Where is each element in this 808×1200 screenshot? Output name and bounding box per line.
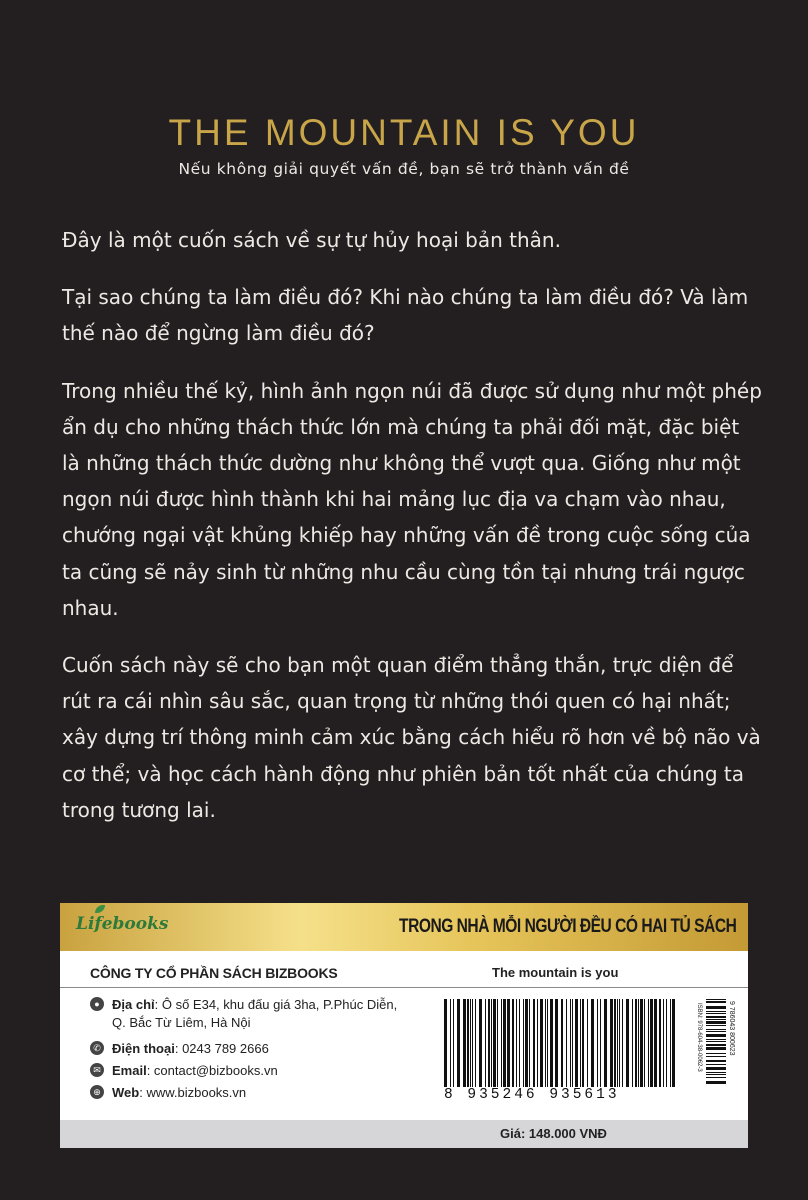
leaf-icon xyxy=(95,905,105,913)
barcode-bar xyxy=(706,1056,726,1057)
barcode-bar xyxy=(706,1011,726,1012)
barcode-bar xyxy=(706,1060,726,1062)
book-title: THE MOUNTAIN IS YOU xyxy=(168,112,640,153)
barcode-bar xyxy=(523,999,524,1087)
barcode-bar xyxy=(626,999,629,1087)
barcode-bar xyxy=(516,999,517,1087)
barcode-area xyxy=(444,999,736,1111)
barcode-bar xyxy=(566,999,567,1087)
back-cover-blurb xyxy=(62,222,762,849)
barcode-bar xyxy=(547,999,548,1087)
blurb-paragraph: Đây là một cuốn sách về sự tự hủy hoại bản thân. xyxy=(62,228,561,252)
barcode-bar xyxy=(706,1001,726,1003)
barcode-bar xyxy=(706,1077,726,1078)
barcode-bar xyxy=(450,999,451,1087)
barcode-bar xyxy=(706,1019,726,1020)
address-label: Địa chỉ xyxy=(112,997,155,1012)
publisher-band xyxy=(60,903,748,951)
barcode-bar xyxy=(591,999,594,1087)
barcode-bar xyxy=(470,999,471,1087)
barcode-bar xyxy=(663,999,664,1087)
email-label: Email xyxy=(112,1063,147,1078)
barcode-bar xyxy=(706,1031,726,1032)
barcode-bar xyxy=(706,1072,726,1073)
barcode-bar xyxy=(488,999,490,1087)
barcode-bar xyxy=(479,999,482,1087)
barcode-bar xyxy=(619,999,620,1087)
barcode-bar xyxy=(604,999,607,1087)
barcode-bar xyxy=(622,999,623,1087)
barcode-bar xyxy=(617,999,618,1087)
barcode-bar xyxy=(659,999,661,1087)
barcode-bar xyxy=(497,999,498,1087)
web-icon: ⊕ xyxy=(90,1085,104,1099)
barcode-bar xyxy=(475,999,476,1087)
barcode-bar xyxy=(472,999,473,1087)
barcode-bar xyxy=(706,1047,726,1050)
barcode-bar xyxy=(457,999,460,1087)
divider xyxy=(60,987,748,988)
address-line-1: : Ô số E34, khu đấu giá 3ha, P.Phúc Diễn, xyxy=(154,997,398,1012)
barcode-bar xyxy=(533,999,535,1087)
barcode-bar xyxy=(706,1034,726,1037)
barcode-bar xyxy=(706,1041,726,1042)
isbn-text: ISBN: 978-604-38-0062-3 xyxy=(696,1003,702,1072)
barcode-bar xyxy=(501,999,502,1087)
barcode-bar xyxy=(635,999,637,1087)
barcode-bar xyxy=(706,1021,726,1024)
blurb-paragraph: Trong nhiều thế kỷ, hình ảnh ngọn núi đã được sử dụng như một phép ẩn dụ cho những thách thức lớn mà chúng ta phải đối mặt, đặc biệt là những thách thức dường như không thể vượt qua. Giống như một ngọn núi được hình thành khi hai mảng lục địa va chạm vào nhau, chướng ngại vật khủng khiếp hay những vấn đề trong cuộc sống của ta cũng sẽ nảy sinh từ những nhu cầu cùng tồn tại nhưng trái ngược nhau. xyxy=(62,378,762,620)
barcode-bar xyxy=(654,999,657,1087)
barcode-bar xyxy=(650,999,653,1087)
barcode-bar xyxy=(580,999,581,1087)
barcode-bar xyxy=(537,999,538,1087)
barcode-bar xyxy=(519,999,520,1087)
barcode-bar xyxy=(706,999,726,1000)
barcode-bar xyxy=(648,999,649,1087)
company-name: CÔNG TY CỔ PHẦN SÁCH BIZBOOKS xyxy=(90,965,338,981)
phone-label: Điện thoại xyxy=(112,1041,175,1056)
barcode-bar xyxy=(493,999,496,1087)
barcode-bar xyxy=(706,1013,726,1014)
barcode-bar xyxy=(644,999,645,1087)
barcode-bar xyxy=(572,999,573,1087)
barcode-bar xyxy=(582,999,584,1087)
publisher-logo: Lifebooks xyxy=(76,914,169,934)
barcode-bar xyxy=(706,1081,726,1084)
barcode-bar xyxy=(706,1025,726,1026)
barcode-bar xyxy=(706,1039,726,1040)
barcode-bar xyxy=(453,999,454,1087)
phone-row xyxy=(90,1040,269,1058)
barcode-bar xyxy=(507,999,510,1087)
barcode-bar xyxy=(640,999,643,1087)
barcode-bar xyxy=(706,1006,726,1009)
barcode-bar xyxy=(706,1074,726,1075)
barcode-bar xyxy=(706,1016,726,1018)
barcode-bar xyxy=(632,999,633,1087)
email-value: : contact@bizbooks.vn xyxy=(146,1063,278,1078)
barcode-bar xyxy=(706,1053,726,1054)
barcode-bar xyxy=(485,999,486,1087)
blurb-paragraph: Cuốn sách này sẽ cho bạn một quan điểm thẳng thắn, trực diện để rút ra cái nhìn sâu sắc, quan trọng từ những thói quen có hại nhất; xây dựng trí thông minh cảm xúc bằng cách hiểu rõ hơn về bộ não và cơ thể; và học cách hành động như phiên bản tốt nhất của chúng ta trong tương lai. xyxy=(62,653,761,822)
barcode-bar xyxy=(512,999,514,1087)
barcode-bar xyxy=(672,999,675,1087)
web-value: : www.bizbooks.vn xyxy=(139,1085,247,1100)
book-subtitle: Nếu không giải quyết vấn đề, bạn sẽ trở thành vấn đề xyxy=(178,160,630,178)
email-row xyxy=(90,1062,278,1080)
barcode-bar xyxy=(555,999,558,1087)
publisher-slogan: TRONG NHÀ MỖI NGƯỜI ĐỀU CÓ HAI TỦ SÁCH xyxy=(398,916,736,937)
barcode-bar xyxy=(463,999,466,1087)
barcode-bar xyxy=(550,999,553,1087)
barcode-bar xyxy=(503,999,506,1087)
price: Giá: 148.000 VNĐ xyxy=(500,1126,607,1141)
barcode-bar xyxy=(597,999,598,1087)
barcode-bar xyxy=(706,1044,726,1046)
barcode-bar xyxy=(570,999,571,1087)
barcode-bar xyxy=(670,999,671,1087)
barcode-bar xyxy=(666,999,667,1087)
barcode-bar xyxy=(610,999,613,1087)
barcode-bar xyxy=(545,999,546,1087)
email-icon: ✉ xyxy=(90,1063,104,1077)
barcode-bar xyxy=(600,999,601,1087)
barcode-bar xyxy=(467,999,469,1087)
ean-barcode xyxy=(444,999,676,1087)
price-bar xyxy=(60,1120,748,1148)
barcode-bar xyxy=(614,999,616,1087)
location-icon: ● xyxy=(90,997,104,1011)
barcode-bar xyxy=(529,999,530,1087)
isbn-digits: 9 786043 800623 xyxy=(728,1001,735,1056)
isbn-barcode xyxy=(692,999,735,1089)
web-row xyxy=(90,1084,246,1102)
address-line-2: Q. Bắc Từ Liêm, Hà Nội xyxy=(112,1015,251,1030)
barcode-bar xyxy=(444,999,447,1087)
phone-value: : 0243 789 2666 xyxy=(174,1041,269,1056)
barcode-bar xyxy=(706,1064,726,1065)
barcode-bar xyxy=(706,1067,726,1070)
barcode-bar xyxy=(587,999,588,1087)
barcode-bar xyxy=(706,1029,726,1030)
barcode-bar xyxy=(575,999,578,1087)
phone-icon: ✆ xyxy=(90,1041,104,1055)
publisher-info-panel xyxy=(60,951,748,1120)
ean-digits: 8 935246 935613 xyxy=(444,1087,620,1103)
barcode-bar xyxy=(540,999,543,1087)
barcode-bar xyxy=(525,999,528,1087)
web-label: Web xyxy=(112,1085,140,1100)
book-name-small: The mountain is you xyxy=(492,965,619,980)
blurb-paragraph: Tại sao chúng ta làm điều đó? Khi nào chúng ta làm điều đó? Và làm thế nào để ngừng làm điều đó? xyxy=(62,285,749,346)
barcode-bar xyxy=(491,999,492,1087)
barcode-bar xyxy=(638,999,639,1087)
barcode-bar xyxy=(561,999,563,1087)
address-row xyxy=(90,996,397,1032)
